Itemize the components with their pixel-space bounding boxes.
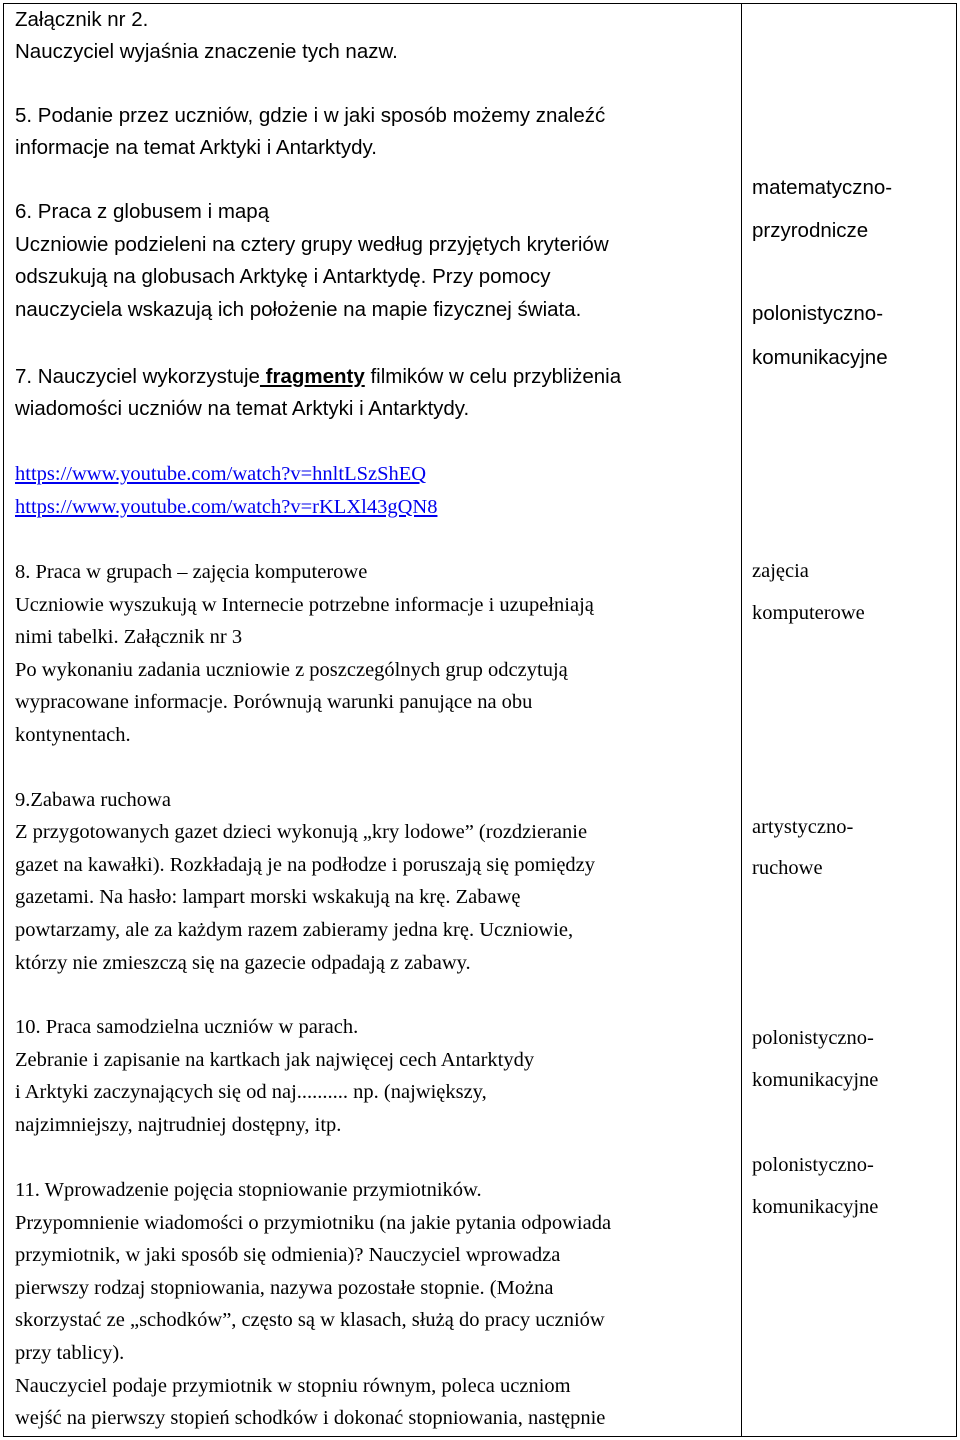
text-line: nauczyciela wskazują ich położenie na mapie fizycznej świata.: [15, 298, 582, 321]
step-5-heading: 5. Podanie przez uczniów, gdzie i w jaki sposób możemy znaleźć: [15, 104, 606, 127]
attachment-2-label: Załącznik nr 2.: [15, 8, 149, 31]
text-line: kontynentach.: [15, 724, 131, 746]
text-line: skorzystać ze „schodków”, często są w klasach, służą do pracy uczniów: [15, 1309, 605, 1331]
step-6-heading: 6. Praca z globusem i mapą: [15, 200, 270, 223]
area-label: komputerowe: [752, 602, 865, 624]
area-label: matematyczno-: [752, 176, 893, 199]
text-line: Nauczyciel podaje przymiotnik w stopniu równym, poleca uczniom: [15, 1375, 571, 1397]
text-line: którzy nie zmieszczą się na gazecie odpadają z zabawy.: [15, 952, 471, 974]
text-line: nimi tabelki. Załącznik nr 3: [15, 626, 243, 648]
area-label: zajęcia: [752, 560, 809, 582]
text-line: pierwszy rodzaj stopniowania, nazywa pozostałe stopnie. (Można: [15, 1277, 554, 1299]
text-line: Po wykonaniu zadania uczniowie z poszczególnych grup odczytują: [15, 659, 568, 681]
youtube-link-2[interactable]: https://www.youtube.com/watch?v=rKLXl43gQN8: [15, 496, 438, 518]
text-line: Uczniowie podzieleni na cztery grupy według przyjętych kryteriów: [15, 233, 609, 256]
text-line: informacje na temat Arktyki i Antarktydy.: [15, 136, 377, 159]
area-label: polonistyczno-: [752, 1154, 874, 1176]
area-label: artystyczno-: [752, 816, 854, 838]
youtube-link-1[interactable]: https://www.youtube.com/watch?v=hnltLSzShEQ: [15, 463, 427, 485]
text-line: gazet na kawałki). Rozkładają je na podłodze i poruszają się pomiędzy: [15, 854, 596, 876]
step-8-heading: 8. Praca w grupach – zajęcia komputerowe: [15, 561, 368, 583]
step-7-heading: [15, 361, 621, 393]
text-line: gazetami. Na hasło: lampart morski wskakują na krę. Zabawę: [15, 886, 521, 908]
area-label: komunikacyjne: [752, 1069, 879, 1091]
area-label: polonistyczno-: [752, 1027, 874, 1049]
column-divider: [741, 3, 742, 1437]
text-line: i Arktyki zaczynających się od naj.......... np. (największy,: [15, 1081, 487, 1103]
text-line: Nauczyciel wyjaśnia znaczenie tych nazw.: [15, 40, 398, 63]
text-line: przymiotnik, w jaki sposób się odmienia)? Nauczyciel wprowadza: [15, 1244, 561, 1266]
area-label: komunikacyjne: [752, 1196, 879, 1218]
text-line: odszukują na globusach Arktykę i Antarktydę. Przy pomocy: [15, 265, 551, 288]
text-line: Uczniowie wyszukują w Internecie potrzebne informacje i uzupełniają: [15, 594, 594, 616]
fragments-emphasis: fragmenty: [259, 365, 365, 388]
text-span: 7. Nauczyciel wykorzystuje: [15, 365, 260, 388]
text-line: wejść na pierwszy stopień schodków i dokonać stopniowania, następnie: [15, 1407, 606, 1429]
area-label: komunikacyjne: [752, 346, 888, 369]
text-line: Z przygotowanych gazet dzieci wykonują „kry lodowe” (rozdzieranie: [15, 821, 588, 843]
text-line: Przypomnienie wiadomości o przymiotniku (na jakie pytania odpowiada: [15, 1212, 612, 1234]
text-line: powtarzamy, ale za każdym razem zabieramy jedna krę. Uczniowie,: [15, 919, 574, 941]
text-line: wiadomości uczniów na temat Arktyki i Antarktydy.: [15, 397, 470, 420]
area-label: polonistyczno-: [752, 302, 884, 325]
step-10-heading: 10. Praca samodzielna uczniów w parach.: [15, 1016, 359, 1038]
text-line: przy tablicy).: [15, 1342, 125, 1364]
text-span: filmików w celu przybliżenia: [364, 365, 622, 388]
area-label: przyrodnicze: [752, 219, 869, 242]
text-line: najzimniejszy, najtrudniej dostępny, itp.: [15, 1114, 342, 1136]
text-line: Zebranie i zapisanie na kartkach jak najwięcej cech Antarktydy: [15, 1049, 535, 1071]
text-line: wypracowane informacje. Porównują warunki panujące na obu: [15, 691, 533, 713]
step-9-heading: 9.Zabawa ruchowa: [15, 789, 171, 811]
step-11-heading: 11. Wprowadzenie pojęcia stopniowanie przymiotników.: [15, 1179, 482, 1201]
area-label: ruchowe: [752, 857, 823, 879]
